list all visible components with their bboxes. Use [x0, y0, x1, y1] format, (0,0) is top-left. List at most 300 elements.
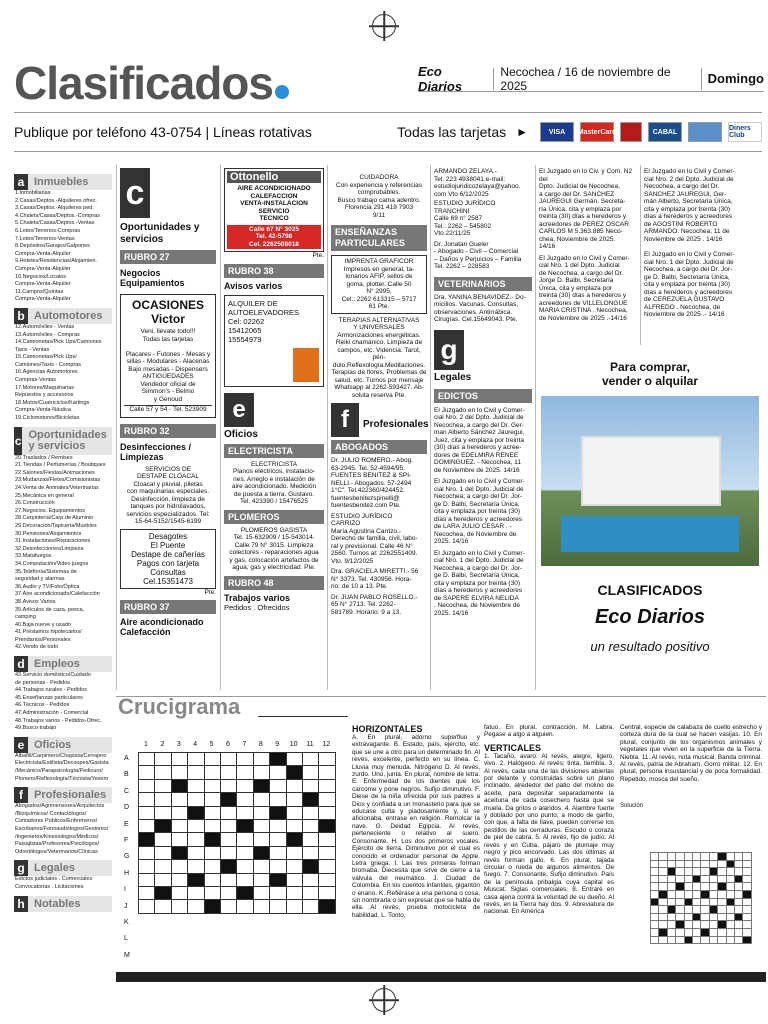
crossword-cell[interactable]	[237, 847, 253, 860]
solution-cell	[659, 861, 667, 869]
crossword-cell[interactable]	[319, 766, 335, 779]
crossword-cell[interactable]	[303, 860, 319, 873]
rubro-32-header: RUBRO 32	[120, 424, 216, 438]
solution-cell	[676, 861, 684, 869]
crossword-cell[interactable]	[287, 860, 303, 873]
crossword-cell[interactable]	[270, 847, 286, 860]
crossword-cell[interactable]	[303, 780, 319, 793]
index-items-automotores: 12.Automóviles - Ventas 13.Automóviles - Compras 14.Camionetas/Pick Ups/Camiones Taxis - Ventas 15.Camionetas/Pick Ups/ Camiones/Taxis - Compras 16.Agencias Automotores Compras-Ventas 17.Motores/Maquinarias Repuestos y accesorios 18.Motos/Cuatriciclos/Kartings Compra-Venta-Náutica 19.Ciclomotores/Bicicletas	[15, 323, 102, 422]
solution-cell	[668, 876, 676, 884]
solution-cell	[710, 929, 718, 937]
crossword-cell[interactable]	[254, 874, 270, 887]
plomeros-header: PLOMEROS	[224, 510, 324, 524]
crossword-cell[interactable]	[188, 793, 204, 806]
rubro-37-title: Aire acondicionado Calefacción	[120, 617, 204, 637]
crossword-cell[interactable]	[172, 900, 188, 913]
solution-cell	[727, 906, 735, 914]
crossword-cell[interactable]	[287, 793, 303, 806]
crossword-cell[interactable]	[172, 860, 188, 873]
crossword-cell[interactable]	[139, 887, 155, 900]
crossword-cell[interactable]	[303, 874, 319, 887]
solution-cell	[743, 937, 751, 945]
crossword-cell[interactable]	[319, 753, 335, 766]
crossword-cell[interactable]	[254, 887, 270, 900]
crossword-cell[interactable]	[139, 833, 155, 846]
crossword-cell[interactable]	[221, 847, 237, 860]
crossword-cell[interactable]	[270, 860, 286, 873]
solution-cell	[685, 921, 693, 929]
crossword-cell[interactable]	[172, 753, 188, 766]
crossword-row-letters	[124, 752, 136, 972]
solution-cell	[693, 876, 701, 884]
crossword-cell[interactable]	[287, 874, 303, 887]
crossword-cell[interactable]	[303, 820, 319, 833]
crossword-cell[interactable]	[188, 833, 204, 846]
crossword-cell[interactable]	[205, 900, 221, 913]
crossword-cell[interactable]	[221, 793, 237, 806]
crossword-column-numbers	[138, 741, 348, 751]
crossword-cell[interactable]	[172, 847, 188, 860]
crossword-cell[interactable]	[205, 833, 221, 846]
crossword-cell[interactable]	[319, 833, 335, 846]
crossword-cell[interactable]	[319, 847, 335, 860]
crossword-cell[interactable]	[237, 860, 253, 873]
column-ensenanzas-profesionales	[331, 174, 427, 616]
crossword-cell[interactable]	[155, 900, 171, 913]
crossword-cell[interactable]	[188, 900, 204, 913]
crossword-cell[interactable]	[254, 820, 270, 833]
solution-cell	[693, 868, 701, 876]
ad-cuidadora: CUIDADORA Con experiencia y referencias comprobables. Busco trabajo cama adentro. Florencia 291 419 7903 9/11	[336, 174, 422, 219]
crossword-grid[interactable]	[138, 752, 336, 914]
crossword-cell[interactable]	[319, 900, 335, 913]
clues-column-3	[620, 724, 762, 809]
ad-ocasiones-brand: OCASIONES Victor	[131, 298, 204, 326]
crossword-cell[interactable]	[155, 847, 171, 860]
crossword-cell[interactable]	[172, 793, 188, 806]
horizontales-title: HORIZONTALES	[352, 724, 423, 734]
index-header-oportunidades: c Oportunidades y servicios	[14, 427, 112, 455]
crossword-cell[interactable]	[155, 887, 171, 900]
crossword-cell[interactable]	[254, 833, 270, 846]
solution-cell	[668, 929, 676, 937]
crossword-cell[interactable]	[155, 833, 171, 846]
solution-cell	[676, 914, 684, 922]
crossword-cell[interactable]	[221, 766, 237, 779]
crossword-cell[interactable]	[319, 820, 335, 833]
crossword-cell[interactable]	[205, 753, 221, 766]
edicto-agostini: El Juzgado en lo Civil y Comer- cial Nro. 2 del Dpto. Judicial de Necochea, a cargo del Dr. SANCHEZ JAUREGUI, Ger- mán Alberto, Secretaría Única, cita y emplaza por treinta (30) días a herederos y acreedores de AGOSTINI ROBERTO ARMANDO. Necochea, 11 de Noviembre de 2025 . 14/16	[644, 168, 735, 243]
crossword-cell[interactable]	[319, 860, 335, 873]
solution-cell	[743, 921, 751, 929]
rubro-48-header: RUBRO 48	[224, 576, 324, 590]
crossword-cell[interactable]	[221, 860, 237, 873]
section-letter-e: e	[224, 393, 254, 427]
crossword-cell[interactable]	[139, 820, 155, 833]
solution-cell	[685, 929, 693, 937]
solution-cell	[718, 891, 726, 899]
solution-cell	[685, 906, 693, 914]
crossword-cell[interactable]	[270, 780, 286, 793]
solution-cell	[693, 899, 701, 907]
solution-cell	[701, 861, 709, 869]
solution-cell	[718, 861, 726, 869]
crossword-cell[interactable]	[139, 780, 155, 793]
crossword-cell[interactable]	[205, 780, 221, 793]
crossword-cell[interactable]	[155, 793, 171, 806]
solution-cell	[743, 929, 751, 937]
solution-cell	[727, 899, 735, 907]
crossword-cell[interactable]	[205, 766, 221, 779]
crossword-cell[interactable]	[172, 887, 188, 900]
solution-cell	[743, 891, 751, 899]
solution-cell	[735, 868, 743, 876]
crossword-cell[interactable]	[254, 780, 270, 793]
solution-cell	[727, 937, 735, 945]
section-title-legales: Legales	[434, 371, 472, 383]
crossword-cell[interactable]	[237, 874, 253, 887]
solution-grid	[650, 852, 752, 944]
crossword-cell[interactable]	[254, 900, 270, 913]
crossword-cell[interactable]	[188, 766, 204, 779]
solution-cell	[693, 906, 701, 914]
solution-cell	[668, 891, 676, 899]
solution-cell	[693, 929, 701, 937]
crossword-cell[interactable]	[155, 820, 171, 833]
solution-cell	[727, 861, 735, 869]
solution-cell	[659, 853, 667, 861]
crossword-cell[interactable]	[303, 847, 319, 860]
solution-cell	[659, 883, 667, 891]
solution-cell	[743, 914, 751, 922]
solution-cell	[659, 899, 667, 907]
crossword-cell[interactable]	[270, 753, 286, 766]
horizontales-clues: A. En plural, adorno superfluo y extravagante. B. Estado, país, ejército, etc. que se une a otro para un determinado fin. Al revés, excelente, perfecto en su línea. C. Lluvia muy menuda. Nitrógeno D. Al revés, zurdo. Uno, junta. En plural, nombre de letra. E. Enfermedad de los dientes que los carcome y pone negros. Sufijo diminutivo. F. Diese de la niña ofrecida por sus padres a Dios y confiada a un monasterio para que se educase culta y piadosamente y, si se aficionaba, entrase en religión. Remolcar la nave. G. Deidad Egipcia. Al revés, perteneciente o relativo al suero. Consonante. H. Los dos primeros vocales. Ejército de tierra. Diminutivo por el cual es conocido el ordenador personal de Apple. Letra griega. I. Las tres primeras forman bromaba. Diecesita que sirve de cierre a la válvula del neumático. J. Ciudad de Colombia. En los cuentos infantiles, gigantón o enano. K. Refiérase a una persona o cosa, sin nombrarla o sin expresar que se habla de ella. Al revés, prueba motocicleta de habilidad. L. Tonto,	[352, 734, 480, 919]
house-ad-headline: Para comprar, vender o alquilar	[601, 360, 699, 388]
crossword-col-number: 2	[160, 741, 165, 748]
crossword-cell[interactable]	[205, 887, 221, 900]
crossword-cell[interactable]	[172, 820, 188, 833]
solution-cell	[735, 937, 743, 945]
crossword-cell[interactable]	[188, 780, 204, 793]
ad-ottonello-pte: Pte.	[312, 252, 324, 259]
crossword-cell[interactable]	[270, 887, 286, 900]
crossword-cell[interactable]	[303, 793, 319, 806]
solution-cell	[710, 861, 718, 869]
cabal-card-icon: CABAL	[648, 122, 682, 142]
crossword-cell[interactable]	[287, 820, 303, 833]
crossword-cell[interactable]	[205, 860, 221, 873]
crossword-cell[interactable]	[254, 807, 270, 820]
crossword-col-number: 6	[226, 741, 230, 748]
masthead-date: Necochea / 16 de noviembre de 2025	[500, 64, 671, 93]
crossword-cell[interactable]	[303, 753, 319, 766]
crossword-cell[interactable]	[287, 780, 303, 793]
edicto-dominguez: El Juzgado en lo Civil y Comer- cial Nro. 2 del Dpto. Judicial de Necochea, a cargo del Dr. Ger- man Alberto Sánchez Jauregui, Juez, cita y emplaza por treinta (30) días a herederos y acree- dores de EDELMIRA RENEE DOMINGUEZ. - Necochea, 11 de Noviembre de 2025. 14/16	[434, 406, 525, 474]
crossword-cell[interactable]	[287, 887, 303, 900]
crossword-cell[interactable]	[319, 807, 335, 820]
crossword-cell[interactable]	[303, 887, 319, 900]
crossword-cell[interactable]	[155, 753, 171, 766]
column-edictos-2	[539, 168, 637, 322]
solution-cell	[727, 891, 735, 899]
crossword-cell[interactable]	[270, 807, 286, 820]
index-items-legales: Edictos judiciales . Comerciales Convocatorias . Licitaciones	[15, 876, 93, 890]
solution-cell	[710, 868, 718, 876]
crossword-cell[interactable]	[139, 793, 155, 806]
solution-cell	[735, 921, 743, 929]
solution-cell	[701, 906, 709, 914]
crossword-cell[interactable]	[172, 766, 188, 779]
crossword-cell[interactable]	[270, 900, 286, 913]
solution-cell	[651, 876, 659, 884]
crossword-cell[interactable]	[205, 820, 221, 833]
solution-cell	[710, 921, 718, 929]
crossword-cell[interactable]	[155, 766, 171, 779]
rubro-48-subtitle: Pedidos . Ofrecidos	[224, 602, 290, 612]
crossword-cell[interactable]	[139, 766, 155, 779]
column-oportunidades	[120, 168, 216, 637]
crossword-cell[interactable]	[270, 820, 286, 833]
solution-cell	[693, 921, 701, 929]
solution-cell	[718, 876, 726, 884]
solution-cell	[743, 861, 751, 869]
crossword-cell[interactable]	[205, 793, 221, 806]
rubro-38-title: Avisos varios	[224, 280, 283, 291]
crossword-cell[interactable]	[254, 766, 270, 779]
section-title-profesionales: Profesionales	[363, 419, 429, 430]
crossword-cell[interactable]	[287, 753, 303, 766]
crossword-cell[interactable]	[221, 900, 237, 913]
solution-cell	[676, 899, 684, 907]
registration-mark-bottom	[372, 988, 396, 1012]
solution-cell	[659, 914, 667, 922]
rubro-27-header: RUBRO 27	[120, 250, 216, 264]
crossword-cell[interactable]	[221, 887, 237, 900]
crossword-cell[interactable]	[221, 833, 237, 846]
rubro-48-title: Trabajos varios	[224, 592, 291, 603]
crossword-cell[interactable]	[205, 874, 221, 887]
ad-ottonello-contact: Calle 67 N° 3025 Tel. 42-5798 Cel. 2262508018	[227, 225, 321, 250]
rubro-27-title: Negocios Equipamientos	[120, 268, 185, 288]
column-veterinarios-legales	[434, 168, 532, 617]
solution-cell	[685, 868, 693, 876]
solution-cell	[693, 914, 701, 922]
crossword-cell[interactable]	[287, 847, 303, 860]
crossword-cell[interactable]	[287, 900, 303, 913]
solution-cell	[743, 906, 751, 914]
solution-cell	[676, 929, 684, 937]
crossword-cell[interactable]	[139, 807, 155, 820]
index-items-inmuebles: 1.Inmobiliarias 2.Casas/Deptos.-Alquileres ofrec. 3.Casas/Deptos.-Alquileres ped. 4.Chalets/Casas/Deptos.-Compras 5.Chalets/Casas/Deptos.-Ventas 6.Lotes/Terrenos-Compras 7.Lotes/Terrenos-Ventas 8.Depósitos/Garajes/Galpones Compra-Venta-Alquiler 9.Hoteles/Residencias/Alojamien. Compra-Venta-Alquiler 10.Negocios/Locales Compra-Venta-Alquiler 11.Campos/Quintas Compra-Venta-Alquiler	[15, 190, 100, 303]
crossword-cell[interactable]	[155, 860, 171, 873]
solution-cell	[651, 891, 659, 899]
paper-logo: Eco Diarios	[418, 63, 463, 94]
crossword-cell[interactable]	[303, 833, 319, 846]
index-header-profesionales: f Profesionales	[14, 787, 112, 803]
ensenanzas-header: ENSEÑANZAS PARTICULARES	[331, 225, 427, 251]
clues-column-2	[484, 724, 614, 974]
crossword-cell[interactable]	[270, 793, 286, 806]
crossword-cell[interactable]	[237, 766, 253, 779]
crossword-cell[interactable]	[188, 753, 204, 766]
crossword-cell[interactable]	[319, 793, 335, 806]
section-letter-c: c	[120, 168, 150, 218]
ad-imprenta-graficor: IMPRENTA GRAFICOR Impresos en general, ta- lonarios AFIP, sellos de goma, plotter. Calle 50 N° 2995. Cel.: 2262 613315 – 5717 61 Pte.	[331, 255, 427, 314]
crossword-cell[interactable]	[237, 833, 253, 846]
crossword-cell[interactable]	[139, 753, 155, 766]
crossword-cell[interactable]	[188, 860, 204, 873]
solution-cell	[693, 861, 701, 869]
crossword-cell[interactable]	[254, 860, 270, 873]
crossword-cell[interactable]	[237, 793, 253, 806]
crossword-cell[interactable]	[205, 807, 221, 820]
crossword-cell[interactable]	[303, 807, 319, 820]
solution-cell	[651, 906, 659, 914]
index-header-oficios: e Oficios	[14, 737, 112, 753]
ad-ocasiones-address: Calle 57 y 54 - Tel. 523909	[124, 405, 212, 414]
crossword-cell[interactable]	[139, 847, 155, 860]
crossword-col-number: 5	[209, 741, 214, 748]
solution-cell	[668, 914, 676, 922]
solution-cell	[676, 883, 684, 891]
solution-cell	[743, 876, 751, 884]
crossword-cell[interactable]	[287, 807, 303, 820]
solution-cell	[659, 876, 667, 884]
rubro-38-header: RUBRO 38	[224, 264, 324, 278]
house-ad-clasificados	[541, 360, 759, 690]
solution-cell	[718, 853, 726, 861]
section-letter-f: f	[331, 403, 359, 437]
index-header-notables: h Notables	[14, 896, 112, 912]
solution-cell	[651, 929, 659, 937]
solution-cell	[710, 883, 718, 891]
crossword-row-letter: B	[124, 771, 129, 779]
index-items-profesionales: Abogados/Agrimensores/Arquitectos /Bioquímicos/ Contactólogos/ Contadores Públicos/Enfermeros/ Escribanos/Fonoaudiólogos/Gestores/ /Ingenieros/Kinesiologos/Médicos/ Paisajistas/Profesores/Psicólogos/ Odontólogos/Veterinarios/Clínicas	[15, 803, 109, 855]
solution-cell	[668, 921, 676, 929]
crossword-cell[interactable]	[254, 793, 270, 806]
crossword-cell[interactable]	[188, 807, 204, 820]
crossword-cell[interactable]	[172, 807, 188, 820]
crossword-cell[interactable]	[221, 780, 237, 793]
crossword-cell[interactable]	[221, 807, 237, 820]
crossword-row-letter: J	[124, 902, 128, 910]
horizontales-clues-continued: fatuo. En plural, contracción. M. Labra. Pegase a algo a alguien.	[484, 724, 614, 739]
solution-cell	[727, 876, 735, 884]
solucion-label: Solución	[620, 803, 644, 810]
crossword-row-letter: F	[124, 837, 129, 844]
edicto-perez: El Juzgado en lo Civ. y Com. N2 del Dpto. Judicial de Necochea, a cargo del Dr. SANCHEZ JAUREGUI Germán, Secreta- ría Única, cita y emplaza por treinta (30) días a herederos y acreedores de PEREZ OSCAR CARLOS M 5.363.885 Neco- chea, Noviembre de 2025. 14/16	[539, 168, 633, 250]
solution-cell	[710, 906, 718, 914]
crossword-cell[interactable]	[221, 820, 237, 833]
crossword-cell[interactable]	[270, 766, 286, 779]
cards-label: Todas las tarjetas	[397, 124, 507, 140]
solution-cell	[676, 906, 684, 914]
crossword-cell[interactable]	[319, 780, 335, 793]
solution-cell	[735, 906, 743, 914]
crossword-cell[interactable]	[155, 874, 171, 887]
masthead-day: Domingo	[707, 71, 764, 86]
masthead-title: Clasificados	[14, 56, 289, 110]
crossword-cell[interactable]	[221, 753, 237, 766]
crossword-cell[interactable]	[270, 874, 286, 887]
crossword-cell[interactable]	[139, 900, 155, 913]
crossword-cell[interactable]	[254, 753, 270, 766]
crossword-cell[interactable]	[188, 847, 204, 860]
index-header-empleos: d Empleos	[14, 656, 112, 672]
solution-cell	[668, 883, 676, 891]
crossword-row-letter: G	[124, 853, 130, 861]
crossword-cell[interactable]	[172, 833, 188, 846]
crossword-col-number: 7	[242, 741, 247, 748]
edicto-sapere: El Juzgado en lo Civil y Comer- cial Nro. 1 del Dpto. Judicial de Necochea, a cargo del Dr. Jor- ge D. Balbi, Secretaría Única, cita y emplaza por treinta (30) días a herederos y acreedores de SAPERE ELVIRA NELIDA . Necochea, de Noviembre de 2025. 14/16	[434, 549, 525, 617]
phone-line: Publique por teléfono 43-0754 | Líneas rotativas	[14, 124, 312, 140]
house-ad-tagline: un resultado positivo	[590, 639, 710, 654]
solution-cell	[710, 891, 718, 899]
solution-cell	[701, 883, 709, 891]
index-items-oportunidades: 20.Traslados / Remises 21.Tiendas / Perfumerías / Boutiques 22.Salones/Fiestas/Animaciones 23.Mudanzas/Fletes/Comisionistas 24.Venta de Animales/Veterinarias 25.Mecánica en general 26.Construcción 27.Negocios. Equipamientos 28.Carpintería/Carp.de Aluminio 29.Decoración/Tapicería/Muebles 30.Pensiones/Alojamientos 31.Instalaciones/Reparaciones 32.Desinfecciones/Limpieza 33.Matafuegos 34.Computación/Video juegos 35.Telefonía/Sistemas de seguridad y alarmas 36.Audio y TV/Foto/Óptica 37.Aire acondicionado/Calefacción 38.Avisos Varios 39.Artículos de caza, pesca, camping 40.Baja nueve y usado 41.Préstamos hipotecarios/ Prendarios/Personales 42.Vendo de todo	[15, 454, 106, 651]
crossword-cell[interactable]	[172, 874, 188, 887]
crossword-cell[interactable]	[237, 780, 253, 793]
ad-plomeros: PLOMEROS GASISTA Tel. 15-632909 / 15-543014. Calle 79 N° 3015. Limpieza colectores - reparaciones agua y gas, colocación artefactos de agua, gas y electricidad. Pte.	[229, 526, 319, 571]
ad-abogados-romero-fuentes: Dr. JULIO ROMERO.- Abog. 63-2945. Tel. 52-4594/95. FUENTES BENITEZ & SPI- NELLI.- Abogados. 57-2494 1°C". Tel.422360/424452. fuentesbenitezspinelli@ fuentesbenitez.com Pte.	[331, 457, 413, 509]
crossword-cell[interactable]	[303, 900, 319, 913]
solution-cell	[685, 914, 693, 922]
crossword-cell[interactable]	[172, 780, 188, 793]
rubro-32-title: Desinfecciones / Limpiezas	[120, 441, 192, 462]
crossword-cell[interactable]	[303, 766, 319, 779]
edictos-header: EDICTOS	[434, 389, 532, 403]
crossword-cell[interactable]	[237, 887, 253, 900]
crossword-cell[interactable]	[254, 847, 270, 860]
solution-cell	[693, 883, 701, 891]
crossword-cell[interactable]	[155, 780, 171, 793]
crossword-cell[interactable]	[237, 820, 253, 833]
index-header-automotores: b Automotores	[14, 308, 112, 324]
crossword-cell[interactable]	[319, 887, 335, 900]
crossword-cell[interactable]	[237, 807, 253, 820]
ad-autoelevadores	[224, 295, 324, 387]
crossword-cell[interactable]	[155, 807, 171, 820]
mastercard-icon: MasterCard	[580, 122, 614, 142]
crossword-cell[interactable]	[205, 847, 221, 860]
solution-cell	[743, 868, 751, 876]
solution-cell	[727, 929, 735, 937]
crossword-cell[interactable]	[221, 874, 237, 887]
crossword-cell[interactable]	[319, 874, 335, 887]
ad-estudio-carrizo: ESTUDIO JURÍDICO CARRIZO María Agustina Carrizo.- Derecho de familia, civil, labo- ral y previsional. Calle 46 N° 2560. Turnos al: 2262551409. Vto. 9/12/2025	[331, 512, 418, 565]
crossword-col-number: 11	[306, 741, 314, 748]
crossword-cell[interactable]	[188, 874, 204, 887]
crossword-cell[interactable]	[139, 874, 155, 887]
crossword-cell[interactable]	[188, 820, 204, 833]
solution-cell	[659, 891, 667, 899]
crossword-cell[interactable]	[139, 860, 155, 873]
ad-zelaya: ARMANDO ZELAYA.- Tel. 223 4938041.e-mail: estudiojuridicozelaya@yahoo. com Vto 6/12/2025	[434, 168, 521, 198]
crossword-cell[interactable]	[287, 833, 303, 846]
ad-desagotes-el-puente: Desagotes El Puente Destape de cañerías Pagos con tarjeta Consultas Cel.15351473	[120, 529, 216, 589]
crossword-cell[interactable]	[188, 887, 204, 900]
solution-cell	[676, 876, 684, 884]
crossword-cell[interactable]	[287, 766, 303, 779]
house-building-shape	[581, 436, 721, 506]
contact-bar	[14, 112, 762, 152]
crossword-col-number: 8	[258, 741, 263, 748]
crossword-cell[interactable]	[237, 900, 253, 913]
ad-electricista: ELECTRICISTA Planos eléctricos, instalacio- nes. Arreglo e instalación de aire acondicionado. Medición de puesta a tierra. Gustavo. Tel. 423390 / 15476525	[231, 460, 317, 505]
crossword-cell[interactable]	[270, 833, 286, 846]
crossword-cell[interactable]	[237, 753, 253, 766]
